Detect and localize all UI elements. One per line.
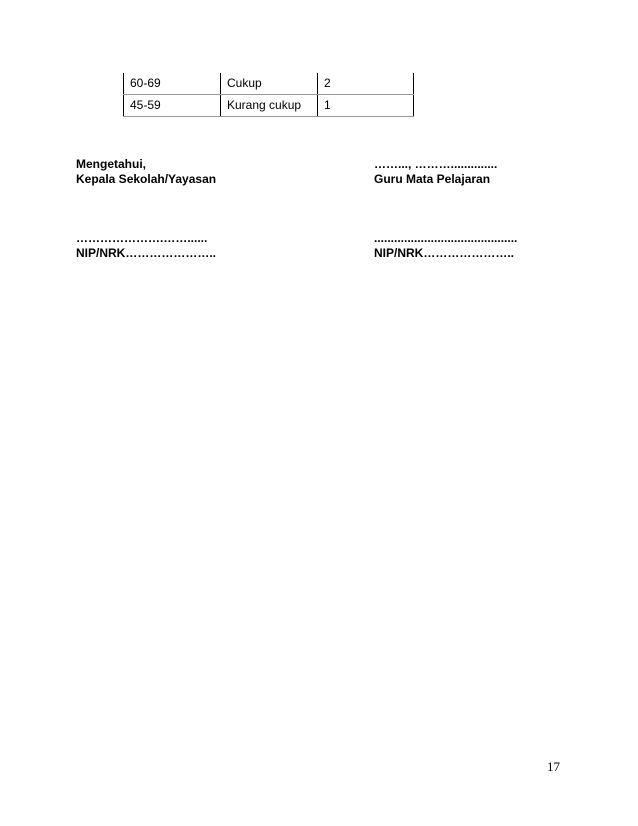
table-cell-score: 2 [317, 73, 414, 94]
place-date-placeholder: ……..., ……….............. [374, 157, 498, 171]
teacher-nip-field: NIP/NRK………………….. [374, 246, 515, 260]
table-row [123, 73, 414, 95]
teacher-name-placeholder: ........................................... [374, 231, 518, 245]
table-cell-score: 1 [317, 95, 414, 116]
score-table [123, 73, 414, 117]
table-cell-category: Kurang cukup [220, 95, 317, 116]
table-cell-category: Cukup [220, 73, 317, 94]
page-number: 17 [547, 759, 560, 774]
principal-nip-field: NIP/NRK………………….. [76, 246, 217, 260]
principal-name-placeholder: ………………….……...... [76, 231, 208, 245]
table-cell-range: 45-59 [123, 95, 220, 116]
table-cell-range: 60-69 [123, 73, 220, 94]
principal-title: Kepala Sekolah/Yayasan [76, 172, 217, 186]
table-row [123, 95, 414, 117]
acknowledgement-label: Mengetahui, [76, 157, 147, 171]
teacher-title: Guru Mata Pelajaran [374, 172, 491, 186]
